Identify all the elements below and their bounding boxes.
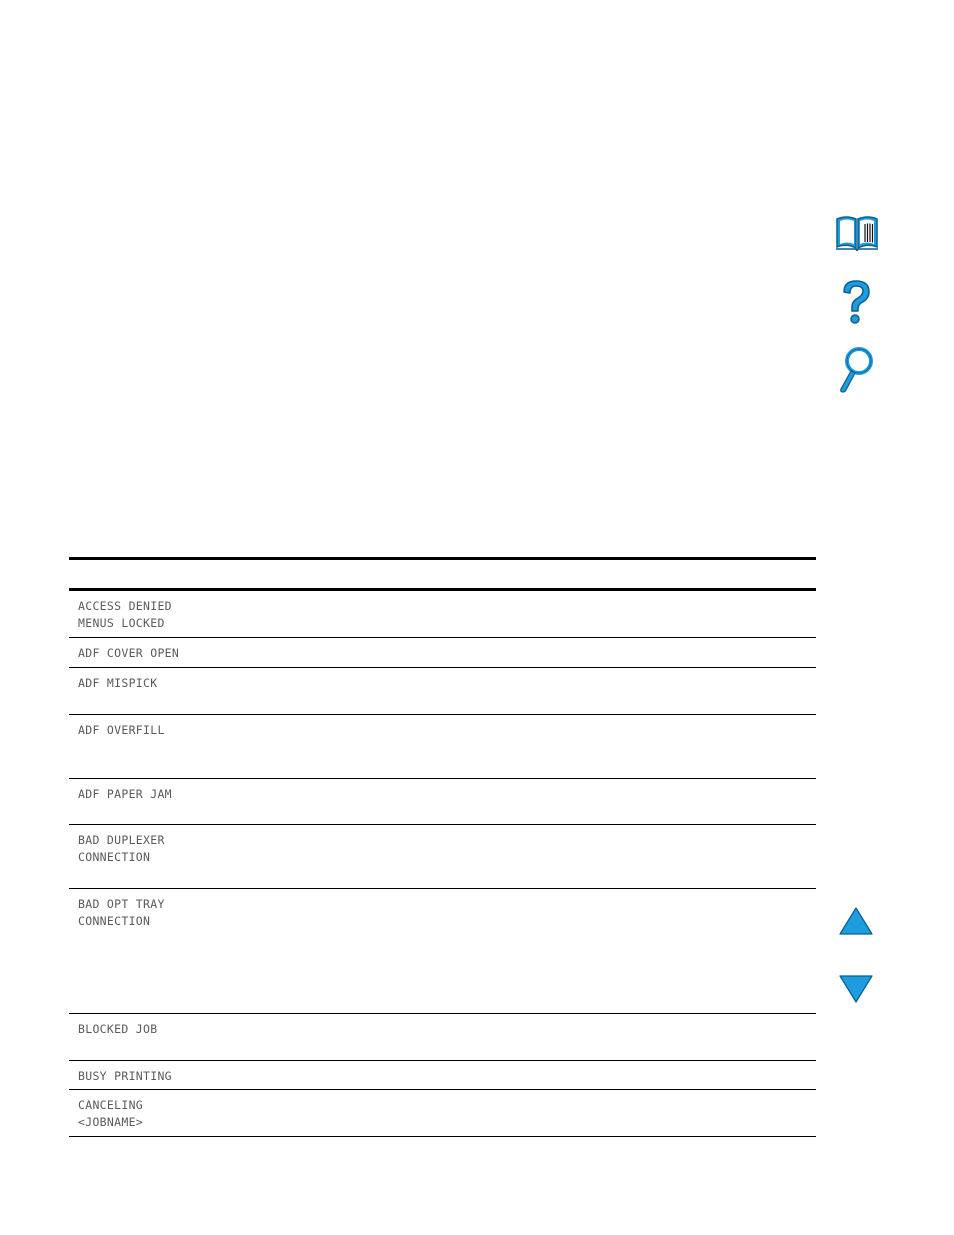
message-text: BAD DUPLEXER	[78, 833, 165, 847]
message-text: BLOCKED JOB	[78, 1022, 158, 1036]
table-row	[69, 825, 816, 889]
table-row	[69, 779, 816, 825]
arrow-down-icon[interactable]	[838, 974, 874, 1004]
table-row	[69, 668, 816, 715]
message-text: BUSY PRINTING	[78, 1069, 172, 1083]
message-text: CONNECTION	[78, 850, 151, 864]
table-row	[69, 889, 816, 1014]
magnifier-search-icon[interactable]	[836, 345, 876, 395]
table-row	[69, 1090, 816, 1137]
message-table	[69, 557, 816, 1137]
message-text: MENUS LOCKED	[78, 616, 165, 630]
table-row	[69, 1014, 816, 1061]
message-text: ADF MISPICK	[78, 676, 158, 690]
message-text: <JOBNAME>	[78, 1115, 144, 1129]
book-icon[interactable]	[834, 213, 880, 251]
message-text: CONNECTION	[78, 914, 151, 928]
arrow-up-icon[interactable]	[838, 906, 874, 936]
table-row	[69, 638, 816, 668]
table-header-row	[69, 560, 816, 588]
help-question-icon[interactable]	[836, 278, 876, 326]
message-text: CANCELING	[78, 1098, 144, 1112]
table-row	[69, 715, 816, 779]
message-text: BAD OPT TRAY	[78, 897, 165, 911]
table-row	[69, 1061, 816, 1090]
message-text: ADF PAPER JAM	[78, 787, 172, 801]
table-row	[69, 591, 816, 638]
message-text: ADF COVER OPEN	[78, 646, 180, 660]
message-text: ACCESS DENIED	[78, 599, 172, 613]
message-text: ADF OVERFILL	[78, 723, 165, 737]
